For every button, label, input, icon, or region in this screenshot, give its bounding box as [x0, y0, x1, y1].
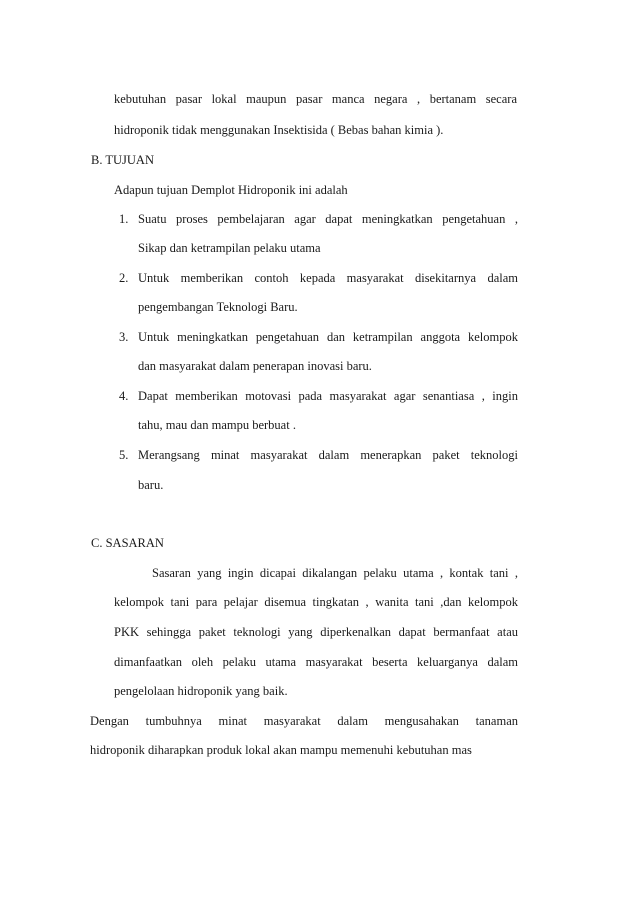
list-item-line: Untuk meningkatkan pengetahuan dan ketrampilan anggota kelompok: [138, 330, 518, 344]
list-item-line: pengembangan Teknologi Baru.: [138, 300, 298, 314]
list-item-line: Untuk memberikan contoh kepada masyarakat disekitarnya dalam: [138, 271, 518, 285]
list-item-number: 3.: [119, 330, 129, 344]
section-b-lead: Adapun tujuan Demplot Hidroponik ini adalah: [114, 183, 348, 197]
section-c-heading: C. SASARAN: [91, 536, 164, 550]
closing-line-2: hidroponik diharapkan produk lokal akan mampu memenuhi kebutuhan mas: [90, 743, 472, 757]
list-item-number: 1.: [119, 212, 129, 226]
intro-line-2: hidroponik tidak menggunakan Insektisida ( Bebas bahan kimia ).: [114, 123, 444, 137]
list-item-line: baru.: [138, 478, 164, 492]
section-c-line: kelompok tani para pelajar disemua tingkatan , wanita tani ,dan kelompok: [114, 595, 518, 609]
section-c-line: dimanfaatkan oleh pelaku utama masyarakat beserta keluarganya dalam: [114, 655, 518, 669]
intro-line-1: kebutuhan pasar lokal maupun pasar manca negara , bertanam secara: [114, 92, 517, 106]
list-item-number: 4.: [119, 389, 129, 403]
list-item-line: Sikap dan ketrampilan pelaku utama: [138, 241, 321, 255]
list-item-line: dan masyarakat dalam penerapan inovasi baru.: [138, 359, 372, 373]
section-c-line: Sasaran yang ingin dicapai dikalangan pelaku utama , kontak tani ,: [152, 566, 518, 580]
list-item-number: 2.: [119, 271, 129, 285]
section-c-line: PKK sehingga paket teknologi yang diperkenalkan dapat bermanfaat atau: [114, 625, 518, 639]
list-item-line: Suatu proses pembelajaran agar dapat meningkatkan pengetahuan ,: [138, 212, 518, 226]
closing-line-1: Dengan tumbuhnya minat masyarakat dalam mengusahakan tanaman: [90, 714, 518, 728]
list-item-line: tahu, mau dan mampu berbuat .: [138, 418, 296, 432]
list-item-line: Merangsang minat masyarakat dalam menerapkan paket teknologi: [138, 448, 518, 462]
section-c-line: pengelolaan hidroponik yang baik.: [114, 684, 288, 698]
section-b-heading: B. TUJUAN: [91, 153, 154, 167]
list-item-number: 5.: [119, 448, 129, 462]
list-item-line: Dapat memberikan motovasi pada masyarakat agar senantiasa , ingin: [138, 389, 518, 403]
